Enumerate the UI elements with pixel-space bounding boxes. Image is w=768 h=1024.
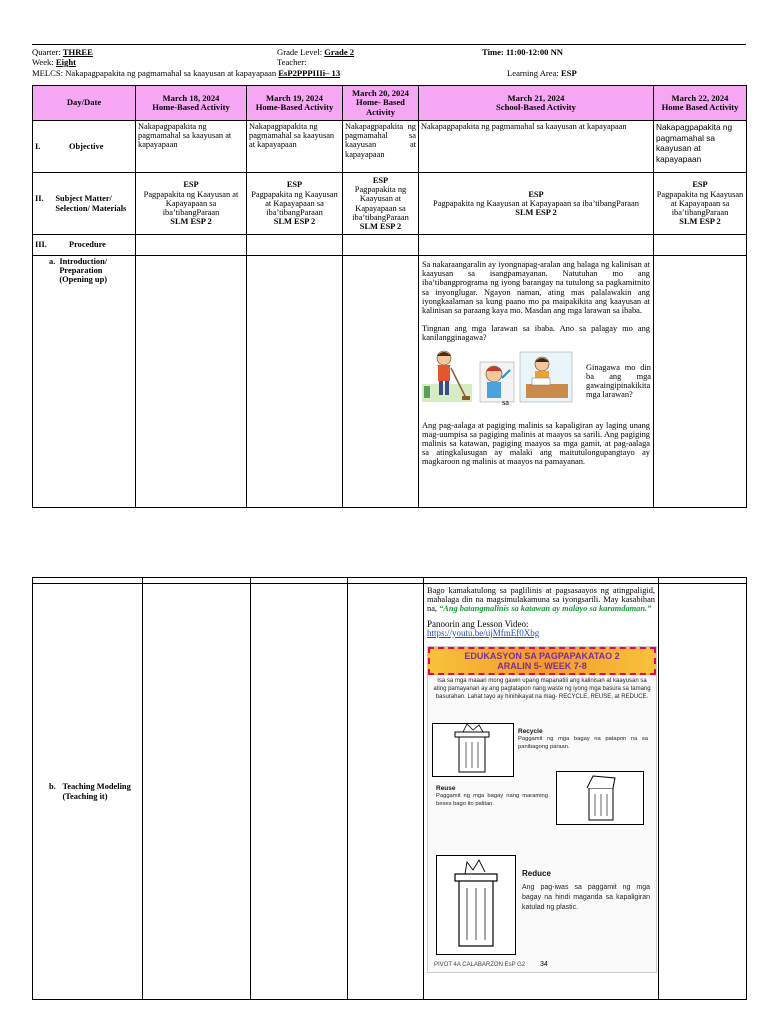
day5-type: Home Based Activity — [661, 102, 739, 112]
module-lesson: ARALIN 5- WEEK 7-8 — [497, 661, 587, 672]
intro-day3 — [343, 256, 419, 508]
teaching-text: Bago kamakatulong sa paglilinis at pagsasaayos ng atingpaligid, mahalaga din na magsimulakamuna sa iyongsarili. May kasabihan na, — [427, 586, 655, 614]
subject-topic: Pagpapakita ng Kaayusan at Kapayapaan sa iba’tibangParaan — [656, 189, 744, 218]
procedure-label-cell — [33, 235, 136, 256]
melcs-label: MELCS: — [32, 68, 64, 78]
procedure-day2 — [247, 235, 343, 256]
recycle-description: Paggamit ng mga bagay na patapon na sa panibagong paraan. — [518, 736, 648, 750]
module-banner — [428, 647, 656, 675]
subject-day1 — [136, 173, 247, 235]
procedure-row — [33, 235, 747, 256]
objective-day1: Nakapagpapakita ng pagmamahal sa kaayusan at kapayapaan — [136, 121, 247, 173]
subject-title: ESP — [372, 175, 389, 185]
quarter-label: Quarter: — [32, 47, 61, 57]
intro-paragraph-3: Ang pag-aalaga at pagiging malinis sa kapaligiran ay laging unang mag-uumpisa sa pagiging malinis at maayos sa sarili. Ang pagiging malinis sa katawan, pagiging maayos sa mga gamit, at pag-aalaga sa atingkalusugan ay malaki ang maitutulongupangtayo ay magkaroon ng malinis at maayos na pamayanan. — [422, 420, 650, 467]
reuse-heading: Reuse — [436, 785, 456, 793]
objective-day2: Nakapagpapakita ng pagmamahal sa kaayusan at kapayapaan — [247, 121, 343, 173]
day5-date: March 22, 2024 — [671, 92, 729, 103]
day5-header — [654, 86, 747, 121]
module-title: EDUKASYON SA PAGPAPAKATAO 2 — [464, 651, 620, 662]
video-label: Panoorin ang Lesson Video: — [427, 618, 529, 629]
teaching-label: Teaching Modeling (Teaching it) — [62, 782, 131, 801]
grade-level — [277, 47, 354, 57]
subject-topic: Pagpapakita ng Kaayusan at Kapayapaan sa iba’tibangParaan — [433, 198, 639, 208]
day1-date: March 18, 2024 — [162, 92, 220, 103]
table-header-row — [33, 86, 747, 121]
objective-num: I. — [35, 141, 41, 151]
teaching-label-cell — [33, 584, 143, 1000]
teaching-day2 — [251, 584, 348, 1000]
day4-header — [419, 86, 654, 121]
teaching-day3 — [348, 584, 424, 1000]
intro-paragraph-2: Tingnan ang mga larawan sa ibaba. Ano sa palagay mo ang kanilangginagawa? — [422, 324, 650, 343]
module-page-image — [427, 646, 657, 973]
objective-day3: Nakapagpapakita ng pagmamahal sa kaayusan at kapayapaan — [343, 121, 419, 173]
subject-title: ESP — [692, 180, 708, 190]
teacher-label: Teacher: — [277, 57, 307, 67]
week-label: Week: — [32, 57, 54, 67]
recycle-bin-icon — [437, 856, 515, 954]
teaching-quote: “Ang batangmalinis sa katawan ay malayo sa karamdaman.” — [439, 604, 652, 614]
intro-day5 — [654, 256, 747, 508]
day3-header — [343, 86, 419, 121]
teaching-day1 — [143, 584, 251, 1000]
day3-type: Home- Based Activity — [356, 97, 405, 117]
teaching-num: b. — [49, 782, 56, 792]
area-label: Learning Area: — [507, 68, 559, 78]
trash-bin-icon — [433, 724, 513, 776]
area-value: ESP — [560, 68, 577, 78]
header-row-2 — [32, 57, 76, 67]
intro-pictures — [422, 346, 650, 412]
introduction-row — [33, 256, 747, 508]
day4-date: March 21, 2024 — [507, 92, 565, 103]
objective-row — [33, 121, 747, 173]
subject-material: SLM ESP 2 — [273, 217, 316, 227]
module-page-number: 34 — [540, 961, 548, 969]
procedure-label: Procedure — [69, 240, 106, 250]
intro-paragraph-1: Sa nakaraangaralin ay iyongnapag-aralan ang halaga ng kalinisan at kaayusan sa isangpamayanan. Natutuhan mo ang iba’tibangprograma ng iyong barangay na tutulong sa pagkamitnito sa inyonglugar. Ngayon naman, ating mas palalawakin ang iyongkaalaman sa kung paano mo pa maipakikita ang kaayusan at kalinisan sa paraang kaya mo. Masdan ang mga larawan sa ibaba. — [422, 260, 650, 316]
objective-label: Objective — [69, 141, 104, 151]
subject-material: SLM ESP 2 — [679, 217, 721, 227]
subject-label: Subject Matter/ Selection/ Materials — [55, 194, 127, 213]
day2-type: Home-Based Activity — [255, 102, 334, 112]
objective-day4: Nakapagpapakita ng pagmamahal sa kaayusan at kapayapaan — [419, 121, 654, 173]
day2-date: March 19, 2024 — [266, 92, 323, 103]
teaching-row — [33, 584, 747, 1000]
day1-type: Home-Based Activity — [152, 102, 230, 112]
intro-day1 — [136, 256, 247, 508]
subject-material: SLM ESP 2 — [359, 221, 402, 231]
procedure-day4 — [419, 235, 654, 256]
reduce-description: Ang pag-iwas sa paggamit ng mga bagay na hindi maganda sa kapaligiran katulad ng plastic. — [522, 884, 650, 912]
procedure-day3 — [343, 235, 419, 256]
intro-num: a. — [49, 257, 56, 266]
subject-material: SLM ESP 2 — [515, 208, 557, 218]
module-intro: Isa sa mga maaari mong gawin upang mapanatili ang kalinisan at kaayusan sa ating pamayanan ay ang pagtatapon nang waste ng iyong mga basura sa tamang basurahan. Lahat tayo ay hinihikayat na mag- RECYCLE, REUSE, at REDUCE. — [433, 678, 651, 701]
procedure-day1 — [136, 235, 247, 256]
intro-day4 — [419, 256, 654, 508]
subject-day3 — [343, 173, 419, 235]
subject-title: ESP — [528, 189, 544, 199]
subject-day5 — [654, 173, 747, 235]
subject-topic: Pagpapakita ng Kaayusan at Kapayapaan sa iba’tibangParaan — [143, 189, 239, 218]
learning-area — [507, 68, 577, 78]
recycle-picture — [432, 723, 514, 777]
intro-sa-text: sa — [502, 397, 509, 407]
teaching-paragraph — [427, 586, 655, 614]
intro-label: Introduction/ Preparation (Opening up) — [59, 257, 108, 285]
week-value: Eight — [55, 57, 76, 67]
intro-label-cell — [33, 256, 136, 508]
melcs — [32, 68, 340, 78]
subject-day4 — [419, 173, 654, 235]
reduce-heading: Reduce — [522, 869, 551, 879]
day2-header — [247, 86, 343, 121]
grade-value: Grade 2 — [324, 47, 355, 57]
reusable-bin-icon — [557, 772, 643, 824]
teaching-day4 — [424, 584, 659, 1000]
subject-material: SLM ESP 2 — [170, 217, 212, 227]
melcs-code: EsP2PPPIIIi– 13 — [278, 68, 341, 78]
subject-num: II. — [35, 194, 44, 204]
subject-day2 — [247, 173, 343, 235]
intro-day2 — [247, 256, 343, 508]
time-value: 11:00-12:00 NN — [505, 47, 564, 57]
header-row-1 — [32, 47, 93, 57]
day1-header — [136, 86, 247, 121]
subject-topic: Pagpapakita ng Kaayusan at Kapayapaan sa iba’tibangParaan — [251, 189, 338, 218]
subject-matter-row — [33, 173, 747, 235]
day3-date: March 20, 2024 — [352, 87, 409, 98]
grade-label: Grade Level: — [277, 47, 323, 57]
lesson-plan-table-1 — [32, 85, 747, 508]
lesson-video-link[interactable]: https://youtu.be/ujMfmEf0Xbg — [427, 627, 540, 638]
procedure-day5 — [654, 235, 747, 256]
day-date-header: Day/Date — [33, 86, 136, 121]
reuse-description: Paggamit ng mga bagay nang maraming beses bago ito palitan. — [436, 793, 548, 807]
procedure-num: III. — [35, 240, 47, 250]
header-top-rule — [32, 44, 746, 45]
objective-day5: Nakapagpapakita ng pagmamahal sa kaayusan at kapayapaan — [654, 121, 747, 173]
quarter-value: THREE — [62, 47, 93, 57]
intro-side-question: Ginagawa mo din ba ang mga gawaingipinakikita mga larawan? — [586, 362, 651, 400]
time — [482, 47, 563, 57]
time-label: Time: — [482, 47, 504, 57]
recycle-heading: Recycle — [518, 728, 543, 736]
module-footer: PIVOT 4A CALABARZON EsP G2 — [434, 962, 526, 969]
reduce-picture — [436, 855, 516, 955]
reuse-picture — [556, 771, 644, 825]
cleaning-children-illustration — [422, 348, 578, 406]
lesson-plan-table-2 — [32, 577, 747, 1000]
subject-title: ESP — [183, 180, 199, 190]
subject-label-cell — [33, 173, 136, 235]
melcs-text: Nakapagpapakita ng pagmamahal sa kaayusan at kapayapaan — [65, 68, 277, 78]
subject-title: ESP — [286, 180, 303, 190]
day4-type: School-Based Activity — [496, 102, 576, 112]
teaching-day5 — [659, 584, 747, 1000]
objective-label-cell — [33, 121, 136, 173]
subject-topic: Pagpapakita ng Kaayusan at Kapayapaan sa iba’tibangParaan — [352, 185, 409, 222]
